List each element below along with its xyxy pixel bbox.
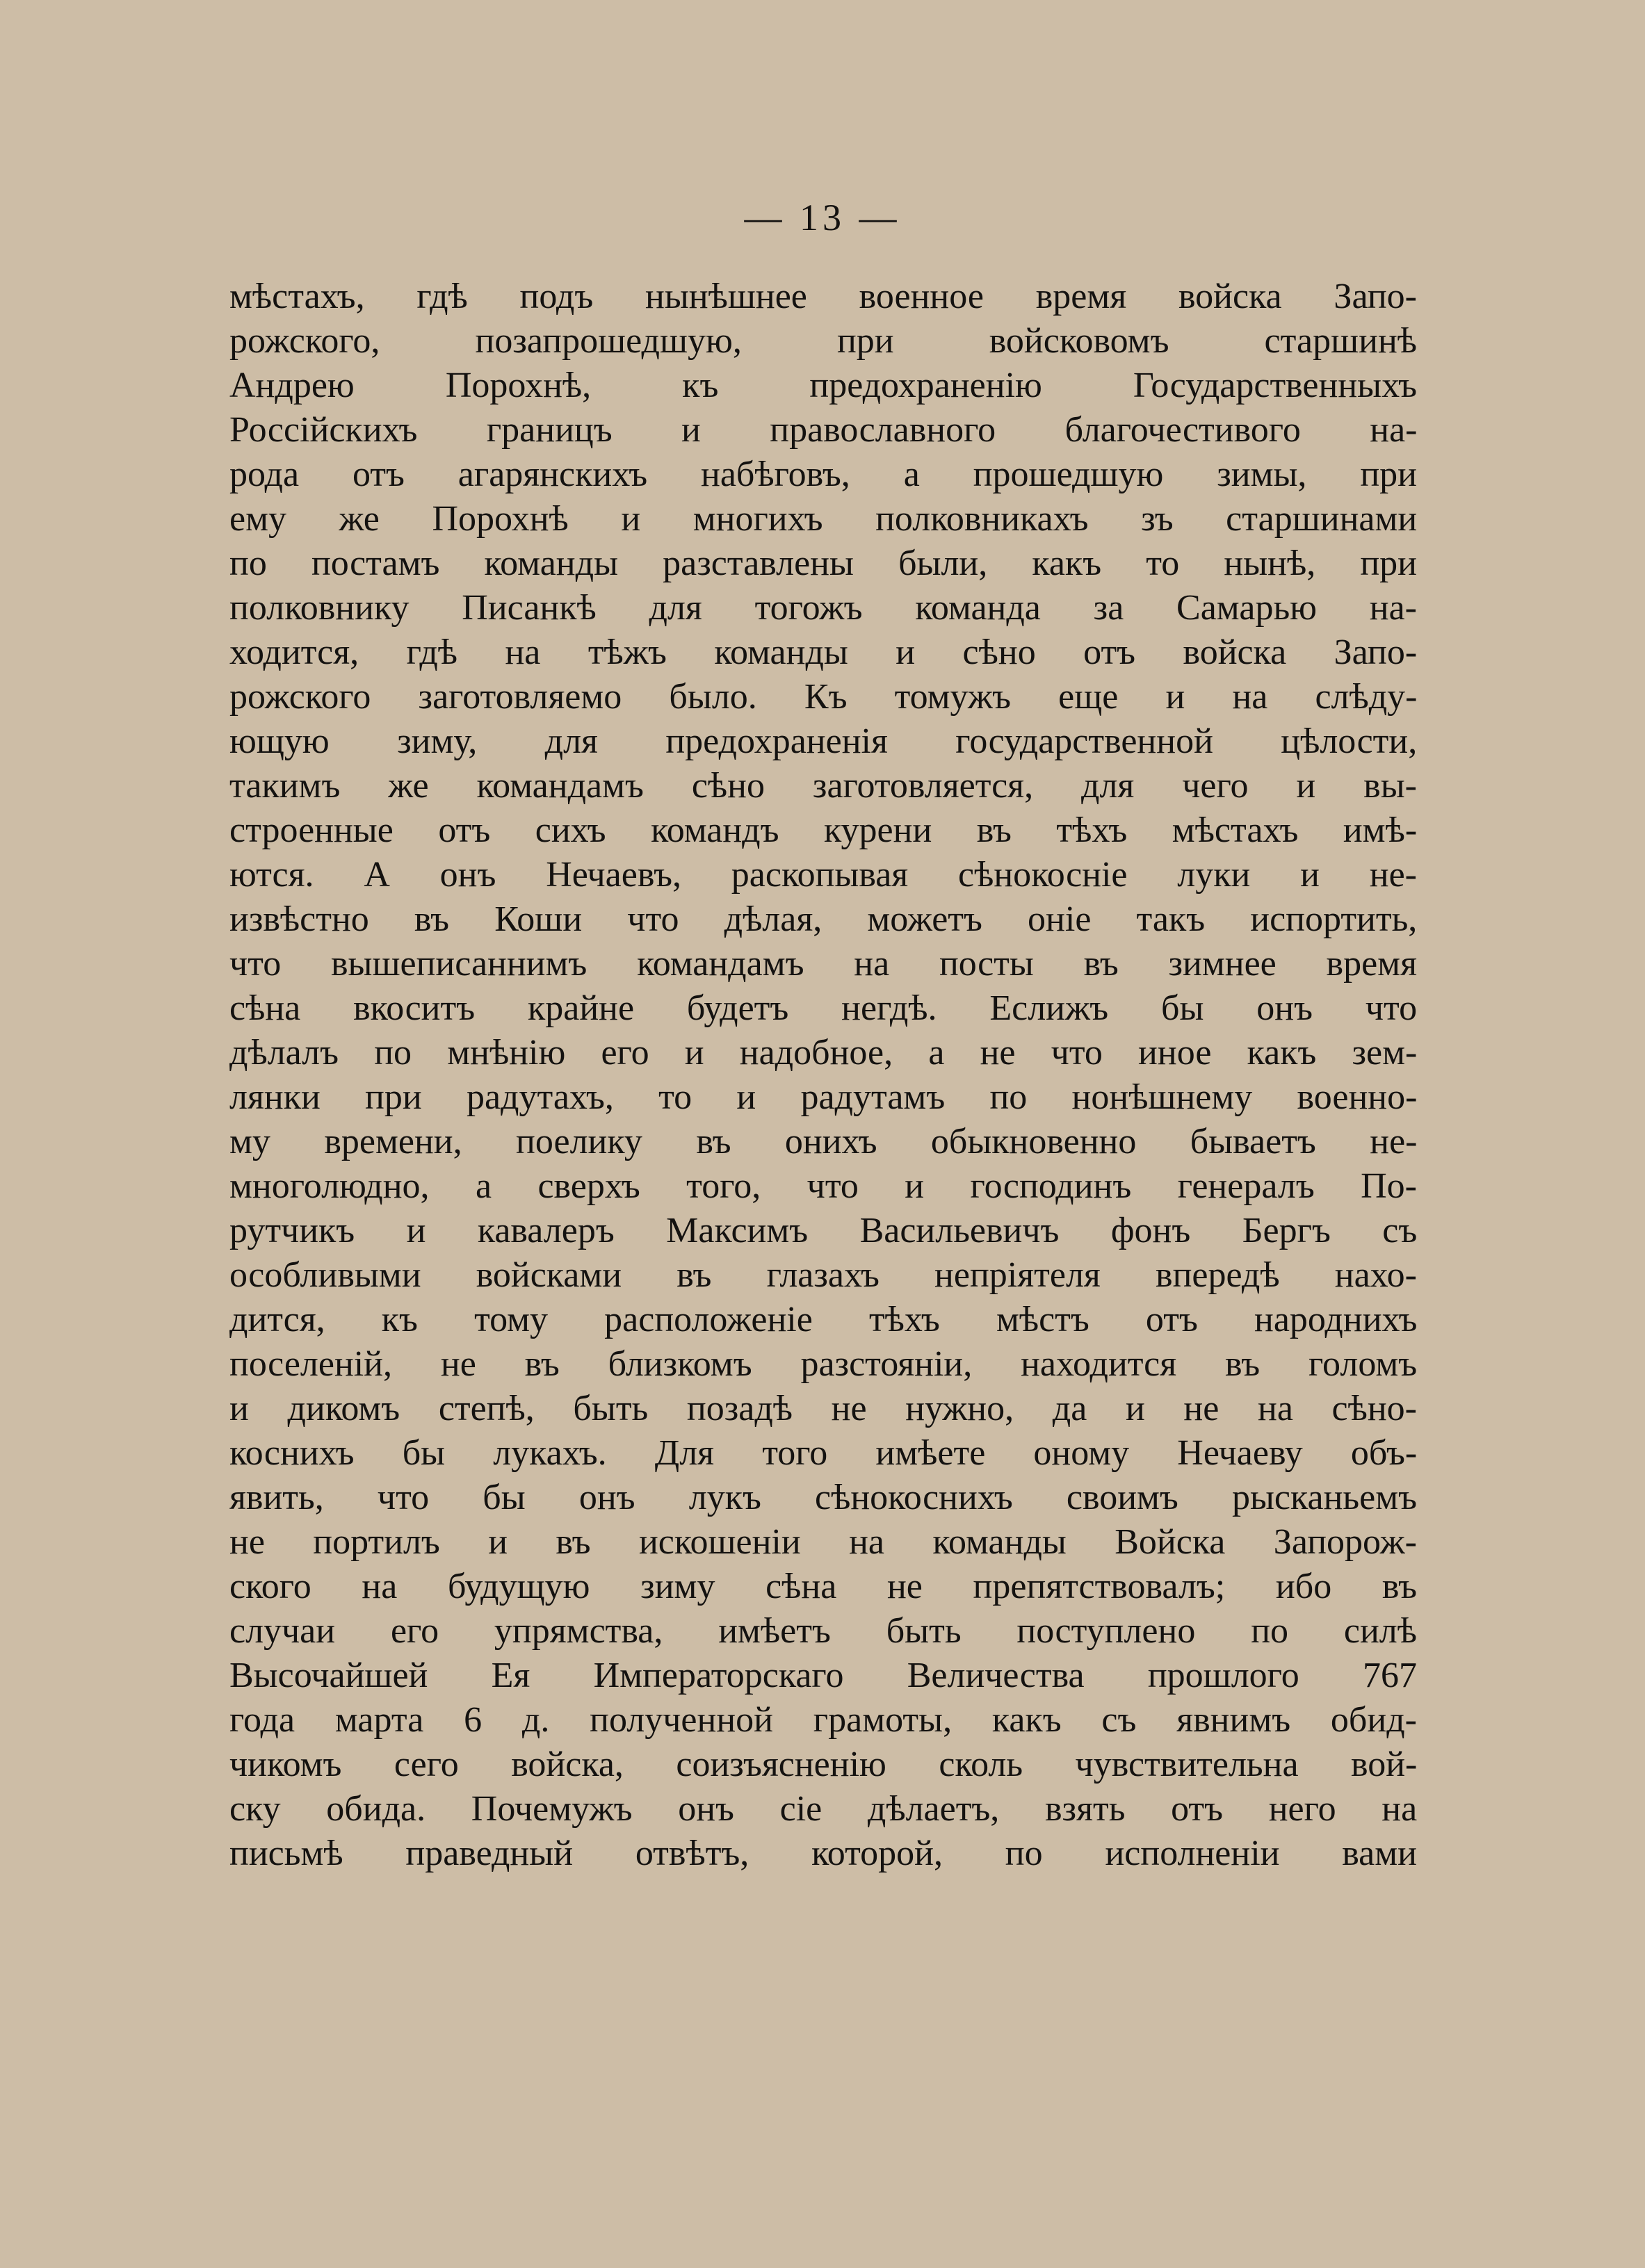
text-line: полковнику Писанкѣ для тогожъ команда за Самарью на- — [229, 588, 1417, 628]
text-line: рожского заготовляемо было. Къ томужъ еще и на слѣду- — [229, 677, 1418, 717]
body-text — [229, 275, 1417, 1876]
text-line: случаи его упрямства, имѣетъ быть поступлено по силѣ — [229, 1611, 1417, 1651]
text-line: коснихъ бы лукахъ. Для того имѣете оному Нечаеву объ- — [229, 1433, 1418, 1473]
text-line: многолюдно, а сверхъ того, что и господинъ генералъ По- — [229, 1166, 1417, 1206]
text-line: му времени, поелику въ онихъ обыкновенно бываетъ не- — [229, 1122, 1418, 1161]
text-line: рода отъ агарянскихъ набѣговъ, а прошедшую зимы, при — [229, 455, 1417, 494]
text-line: особливыми войсками въ глазахъ непріятеля впередѣ нахо- — [229, 1255, 1417, 1295]
text-line: письмѣ праведный отвѣтъ, которой, по исполненіи вами — [229, 1834, 1417, 1873]
text-line: ходится, гдѣ на тѣжъ команды и сѣно отъ войска Запо- — [229, 633, 1418, 672]
text-line: и дикомъ степѣ, быть позадѣ не нужно, да и не на сѣно- — [229, 1389, 1417, 1428]
text-line: Россійскихъ границъ и православного благочестивого на- — [229, 410, 1418, 450]
text-line: сѣна вкоситъ крайне будетъ негдѣ. Еслижъ бы онъ что — [229, 988, 1418, 1028]
text-line: Андрею Порохнѣ, къ предохраненію Государственныхъ — [229, 366, 1417, 405]
text-line: что вышеписаннимъ командамъ на посты въ зимнее время — [229, 944, 1417, 984]
text-line: дѣлалъ по мнѣнію его и надобное, а не что иное какъ зем- — [229, 1033, 1418, 1072]
text-line: по постамъ команды разставлены были, какъ то нынѣ, при — [229, 544, 1417, 583]
text-line: строенные отъ сихъ командъ курени въ тѣхъ мѣстахъ имѣ- — [229, 810, 1418, 850]
text-line: такимъ же командамъ сѣно заготовляется, для чего и вы- — [229, 766, 1417, 806]
text-line: явить, что бы онъ лукъ сѣнокоснихъ своимъ рысканьемъ — [229, 1478, 1417, 1517]
text-line: ского на будущую зиму сѣна не препятствовалъ; ибо въ — [229, 1567, 1417, 1606]
text-line: рутчикъ и кавалеръ Максимъ Васильевичъ фонъ Бергъ съ — [229, 1211, 1418, 1250]
text-line: рожского, позапрошедшую, при войсковомъ старшинѣ — [229, 321, 1417, 361]
text-line: ются. А онъ Нечаевъ, раскопывая сѣнокосніе луки и не- — [229, 855, 1417, 895]
text-line: дится, къ тому расположеніе тѣхъ мѣстъ отъ народнихъ — [229, 1300, 1418, 1339]
text-line: не портилъ и въ искошеніи на команды Войска Запорож- — [229, 1522, 1417, 1562]
text-line: Высочайшей Ея Императорскаго Величества прошлого 767 — [229, 1656, 1417, 1695]
page-number: — 13 — — [744, 197, 901, 238]
text-line: мѣстахъ, гдѣ подъ нынѣшнее военное время войска Запо- — [229, 277, 1417, 316]
text-line: лянки при радутахъ, то и радутамъ по нонѣшнему военно- — [229, 1077, 1418, 1117]
text-line: чикомъ сего войска, соизъясненію сколь чувствительна вой- — [229, 1745, 1418, 1784]
text-line: извѣстно въ Коши что дѣлая, можетъ оніе такъ испортить, — [229, 899, 1418, 939]
text-line: ющую зиму, для предохраненія государственной цѣлости, — [229, 721, 1418, 761]
text-line: ску обида. Почемужъ онъ сіе дѣлаетъ, взять отъ него на — [229, 1789, 1418, 1829]
text-line: года марта 6 д. полученной грамоты, какъ съ явнимъ обид- — [229, 1700, 1417, 1740]
text-line: поселеній, не въ близкомъ разстояніи, находится въ голомъ — [229, 1344, 1418, 1384]
text-line: ему же Порохнѣ и многихъ полковникахъ зъ старшинами — [229, 499, 1418, 539]
